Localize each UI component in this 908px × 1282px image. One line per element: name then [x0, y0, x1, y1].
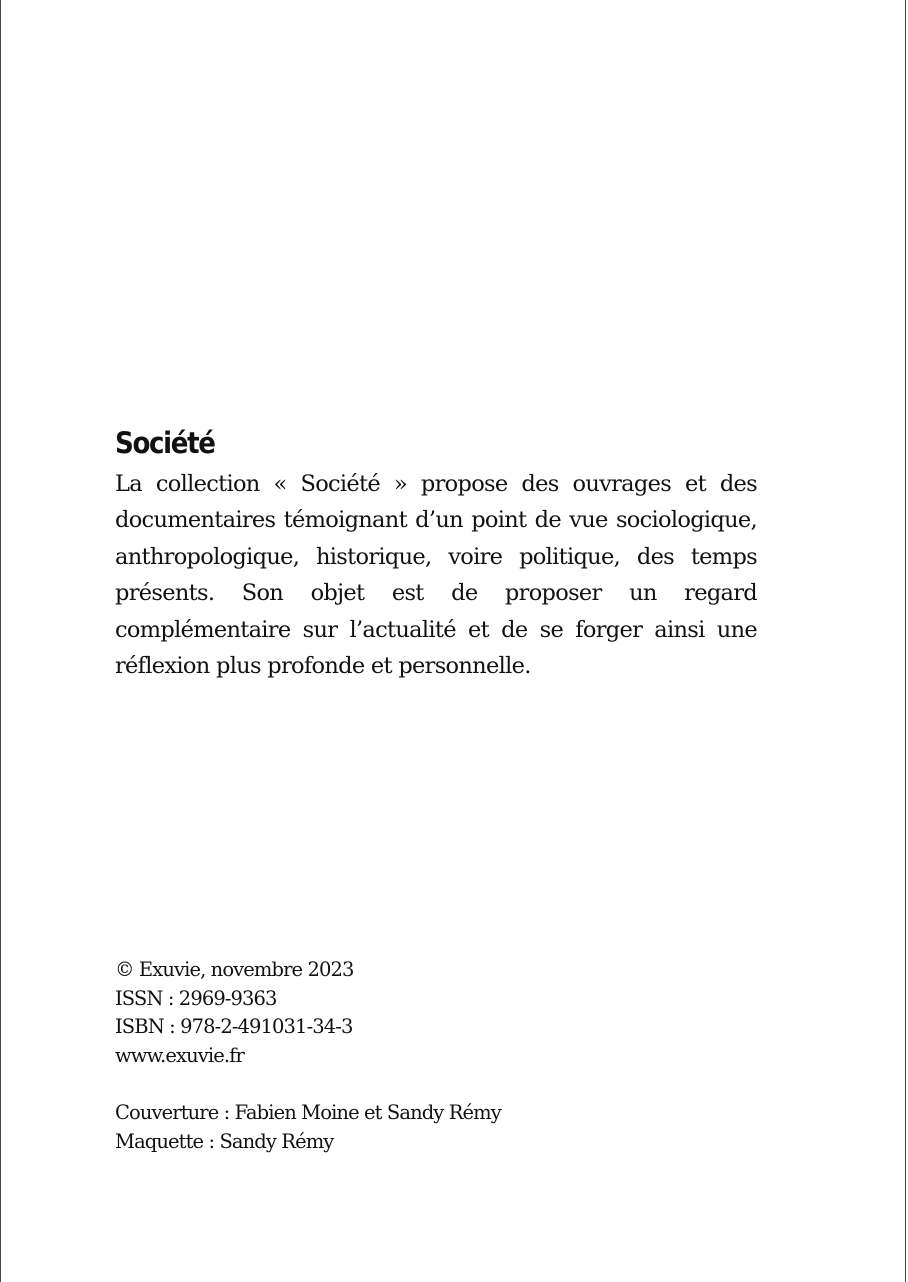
issn-line: ISSN : 2969-9363: [115, 986, 277, 1010]
collection-description: La collection « Société » propose des ouvrages et des documentaires témoignant d’un point de vue sociologique, anthropologique, historique, voire politique, des temps présents. Son objet est de proposer un regard complémentaire sur l’actualité et de se forger ainsi une réflexion plus profonde et personnelle.: [115, 471, 757, 680]
colophon: [115, 956, 715, 1071]
layout-credit: Maquette : Sandy Rémy: [115, 1129, 334, 1153]
credits: [115, 1099, 715, 1156]
isbn-line: ISBN : 978-2-491031-34-3: [115, 1015, 353, 1039]
website-line: www.exuvie.fr: [115, 1044, 244, 1068]
cover-credit: Couverture : Fabien Moine et Sandy Rémy: [115, 1101, 501, 1124]
collection-section: [115, 424, 757, 684]
collection-title: Société: [115, 426, 215, 460]
copyright-line: © Exuvie, novembre 2023: [115, 958, 354, 981]
